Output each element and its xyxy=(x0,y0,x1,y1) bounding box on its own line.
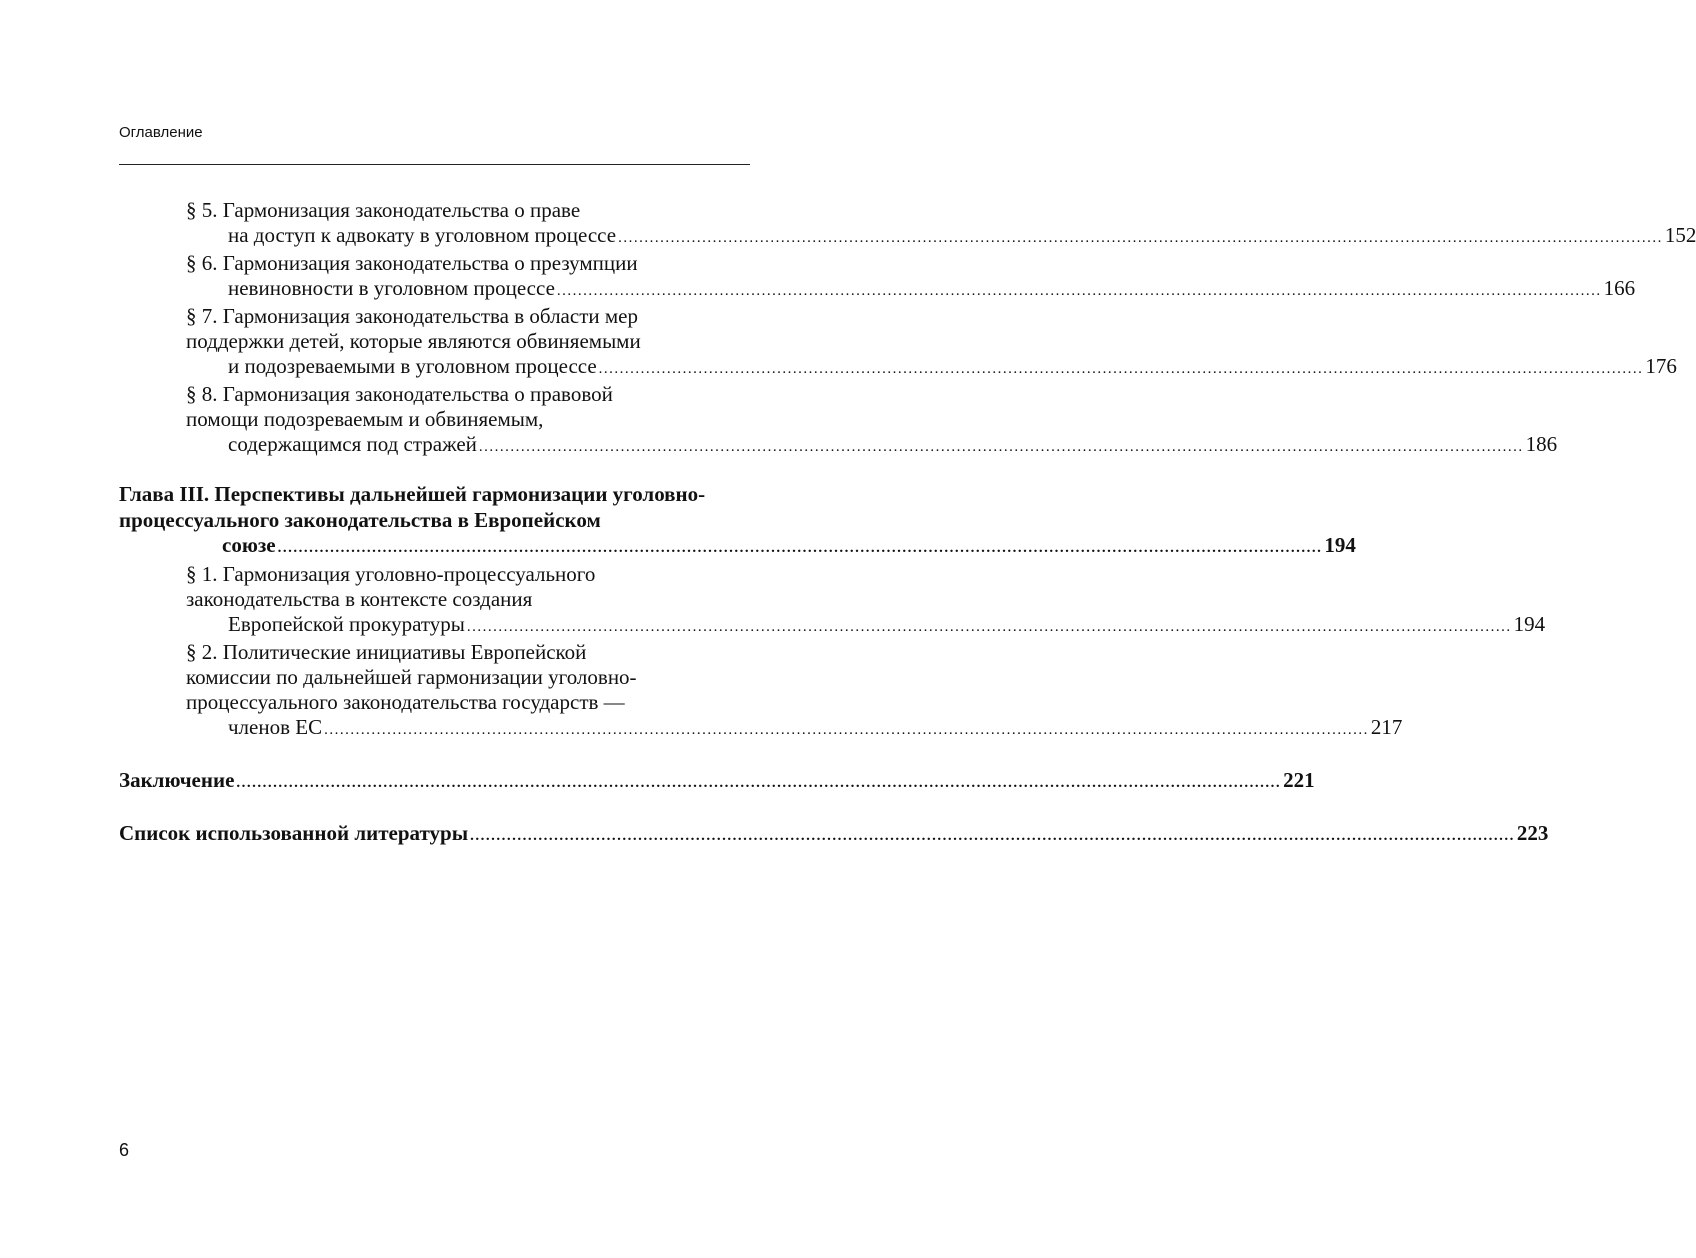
toc-entry-section-7[interactable] xyxy=(119,304,1677,382)
entry-title-line: Европейской прокуратуры xyxy=(228,611,465,636)
dot-leader: ....................................................................................................................................................................................................... xyxy=(466,618,1512,635)
entry-title-line: поддержки детей, которые являются обвиняемыми xyxy=(186,329,641,353)
entry-title-line: на доступ к адвокату в уголовном процессе xyxy=(228,223,617,247)
toc-entry-section-5[interactable] xyxy=(119,198,1696,251)
page-number: 6 xyxy=(119,1140,130,1160)
dot-leader: ....................................................................................................................................................................................................... xyxy=(556,283,1602,299)
dot-leader: ....................................................................................................................................................................................................... xyxy=(598,361,1644,377)
entry-leader-line xyxy=(119,820,1549,849)
chapter-title-line: Глава III. Перспективы дальнейшей гармонизации уголовно- xyxy=(119,482,706,506)
page-ref: 166 xyxy=(1603,276,1636,300)
spacer xyxy=(119,460,750,482)
conclusion-label: Заключение xyxy=(119,767,235,792)
toc-entry-section-8[interactable] xyxy=(119,382,1558,460)
entry-title-line: § 5. Гармонизация законодательства о праве xyxy=(186,198,581,222)
dot-leader: ....................................................................................................................................................................................................... xyxy=(470,827,1515,844)
bibliography-label: Список использованной литературы xyxy=(119,820,469,845)
dot-leader: ....................................................................................................................................................................................................... xyxy=(236,774,1282,791)
entry-title-line: § 1. Гармонизация уголовно-процессуального xyxy=(186,561,596,586)
entry-leader-line xyxy=(228,276,1636,304)
entry-leader-line xyxy=(228,714,1403,743)
toc-entry-section-2[interactable] xyxy=(119,639,1403,743)
dot-leader: ....................................................................................................................................................................................................... xyxy=(618,230,1663,246)
toc-entry-bibliography[interactable] xyxy=(119,820,1549,849)
entry-title-line: § 6. Гармонизация законодательства о презумпции xyxy=(186,251,638,275)
entry-leader-line xyxy=(228,432,1558,460)
page-ref: 152 xyxy=(1664,223,1696,247)
entry-title-line: законодательства в контексте создания xyxy=(186,586,533,611)
toc-entry-section-1[interactable] xyxy=(119,561,1546,640)
entry-leader-line xyxy=(228,223,1696,251)
spacer xyxy=(119,796,750,820)
entry-title-line: невиновности в уголовном процессе xyxy=(228,276,555,300)
chapter-title-line: союзе xyxy=(222,533,276,557)
toc-entry-chapter-3[interactable] xyxy=(119,482,1356,562)
page-ref: 186 xyxy=(1525,432,1558,456)
entry-title-line: содержащимся под стражей xyxy=(228,432,477,456)
running-head: Оглавление xyxy=(119,124,203,141)
entry-title-line: процессуального законодательства государств — xyxy=(186,689,625,714)
entry-leader-line xyxy=(228,611,1546,640)
chapter-title-line: процессуального законодательства в Европейском xyxy=(119,507,601,532)
entry-title-line: § 8. Гармонизация законодательства о правовой xyxy=(186,382,613,406)
toc-entry-conclusion[interactable] xyxy=(119,767,1315,796)
entry-title-line: членов ЕС xyxy=(228,714,323,739)
page-ref: 221 xyxy=(1283,767,1315,792)
page-ref: 223 xyxy=(1516,820,1549,845)
header-rule xyxy=(119,164,750,165)
entry-leader-line xyxy=(228,354,1677,382)
dot-leader: ....................................................................................................................................................................................................... xyxy=(478,439,1524,455)
entry-title-line: и подозреваемыми в уголовном процессе xyxy=(228,354,597,378)
page-ref: 194 xyxy=(1324,533,1356,557)
entry-title-line: § 7. Гармонизация законодательства в области мер xyxy=(186,304,638,328)
dot-leader: ....................................................................................................................................................................................................... xyxy=(277,540,1323,556)
dot-leader: ....................................................................................................................................................................................................... xyxy=(324,721,1369,738)
spacer xyxy=(119,743,750,767)
chapter-leader-line xyxy=(222,533,1356,562)
entry-title-line: комиссии по дальнейшей гармонизации уголовно- xyxy=(186,664,637,689)
entry-title-line: § 2. Политические инициативы Европейской xyxy=(186,639,587,664)
entry-title-line: помощи подозреваемым и обвиняемым, xyxy=(186,407,544,431)
page-ref: 176 xyxy=(1645,354,1677,378)
page-ref: 194 xyxy=(1513,611,1546,636)
page-ref: 217 xyxy=(1370,714,1403,739)
entry-leader-line xyxy=(119,767,1315,796)
toc-entry-section-6[interactable] xyxy=(119,251,1636,304)
table-of-contents xyxy=(119,198,1696,849)
